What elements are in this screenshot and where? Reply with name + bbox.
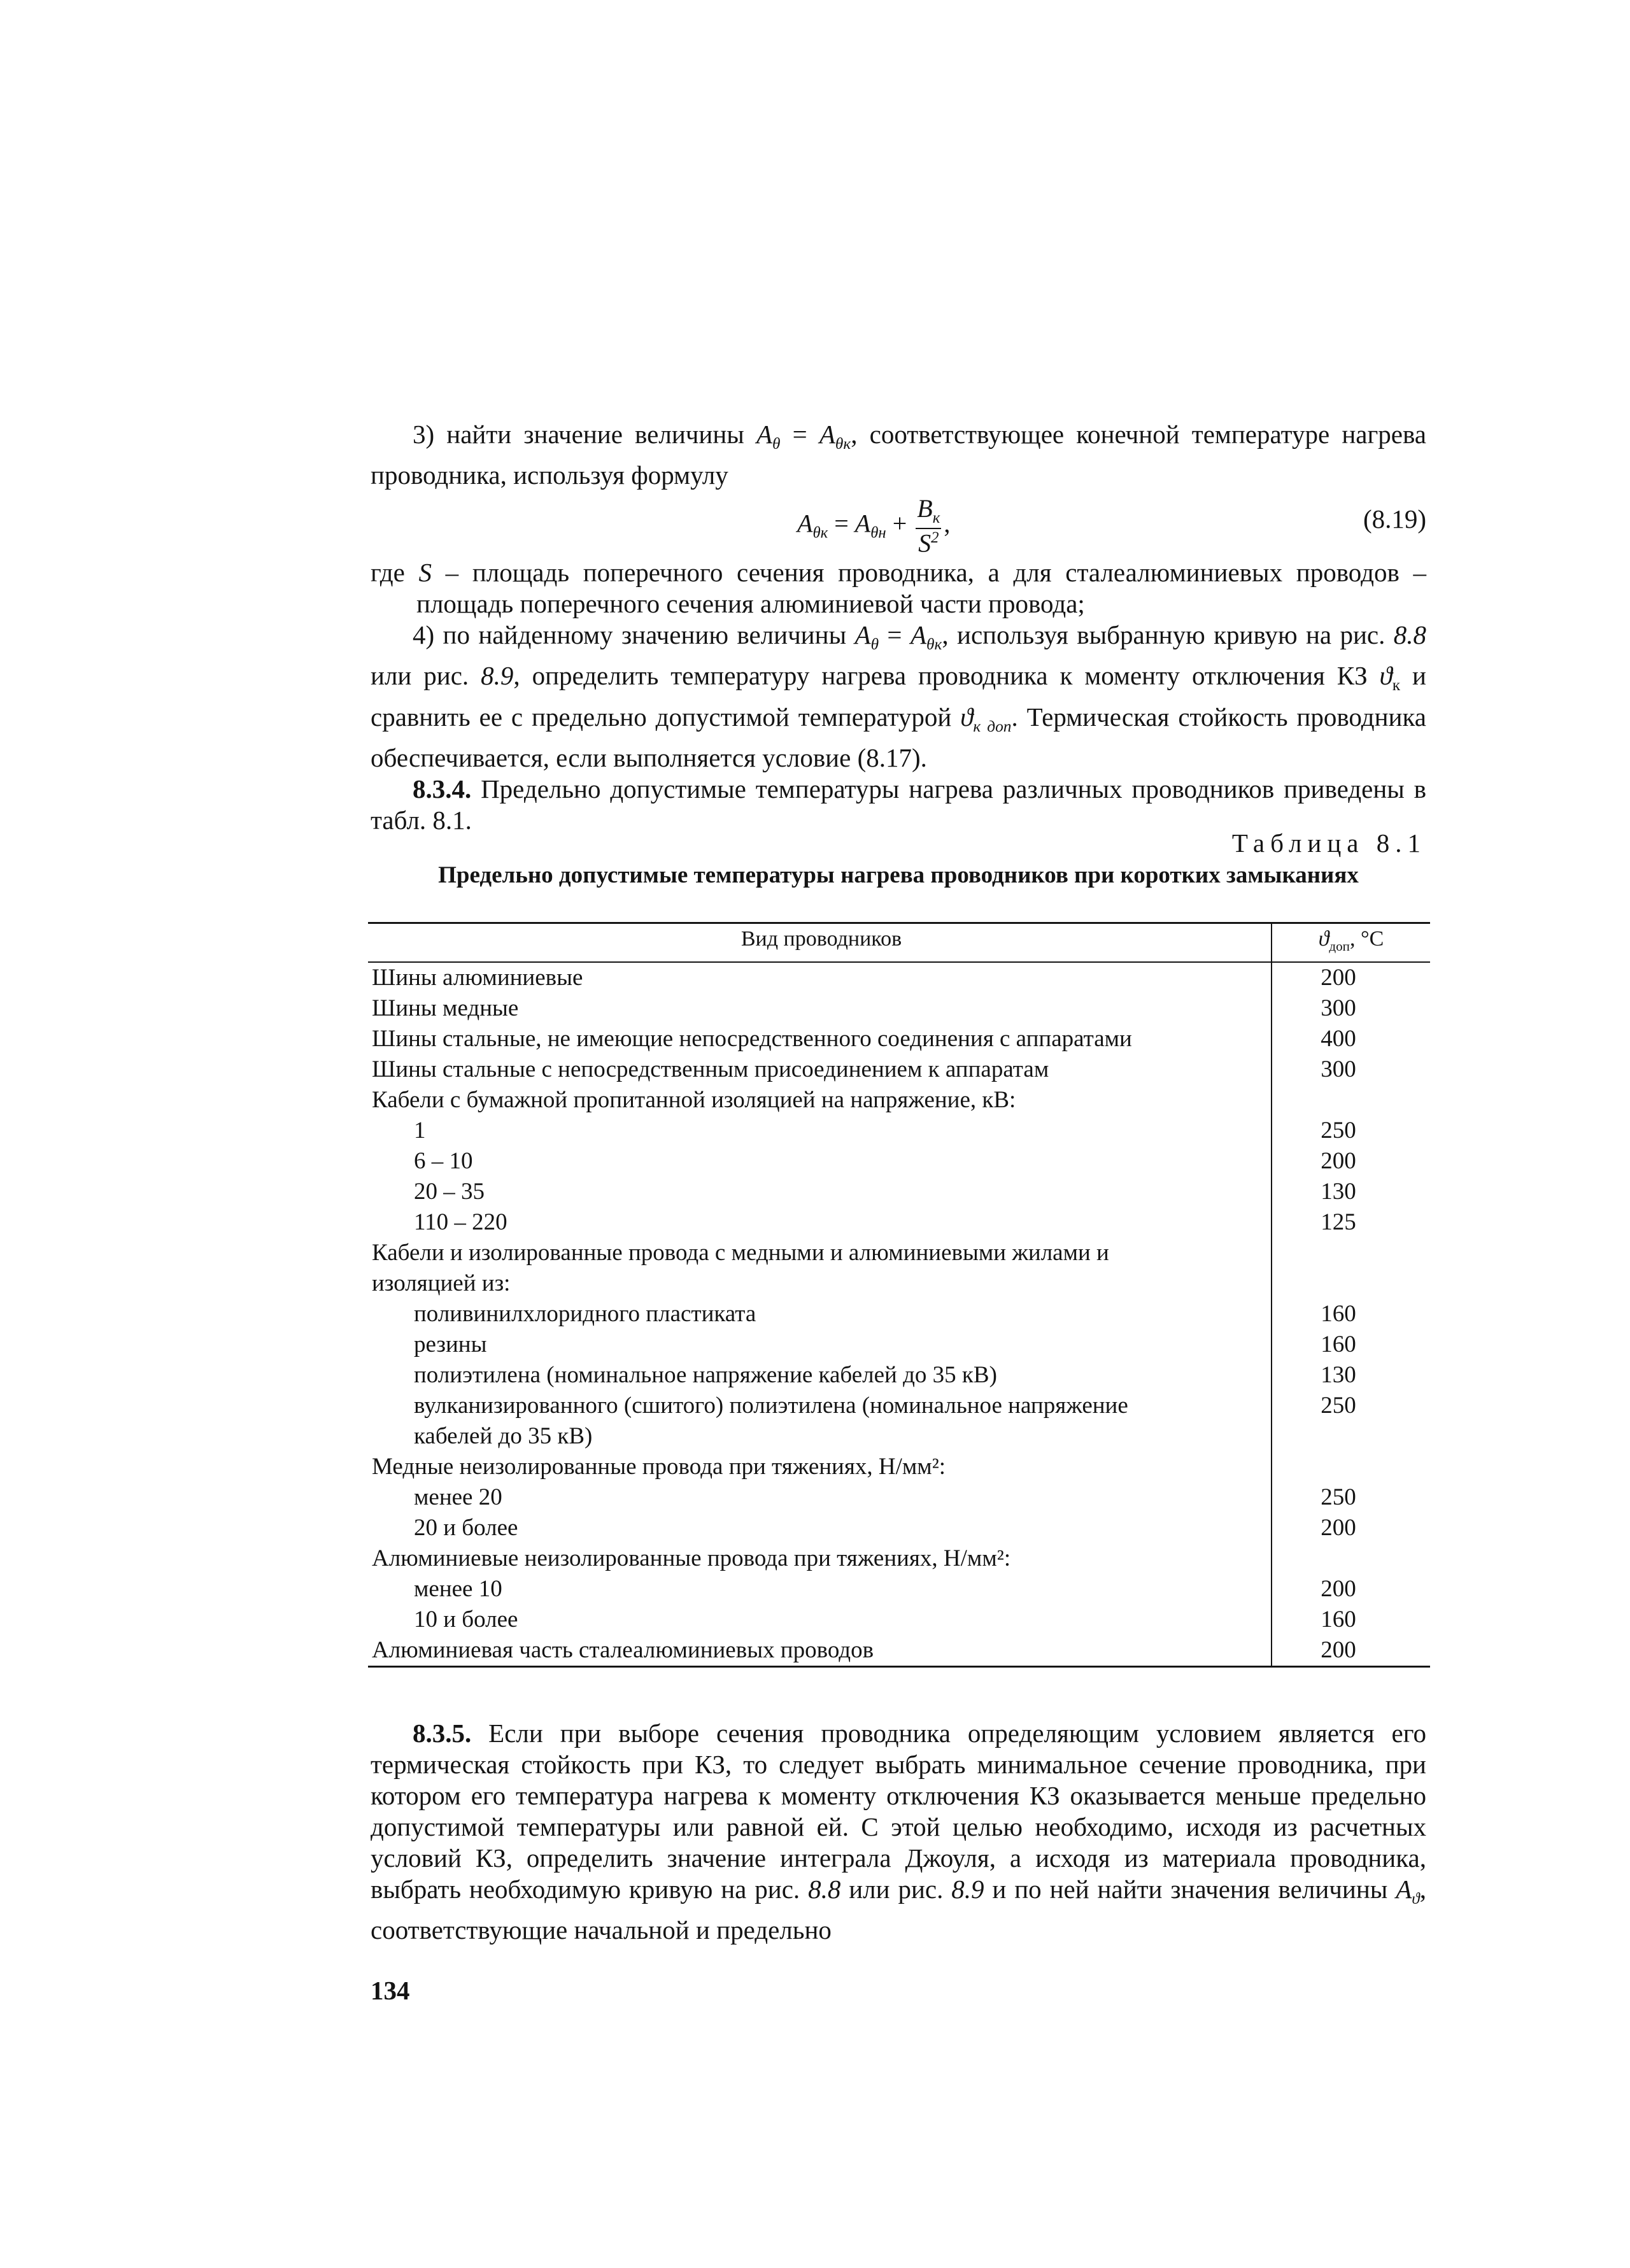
conductor-type-cell: менее 10 (368, 1574, 1272, 1605)
conductor-type-cell: Алюминиевая часть сталеалюминиевых проводов (368, 1635, 1272, 1666)
allowed-temp-cell (1272, 1238, 1430, 1268)
equation-number: (8.19) (1363, 504, 1426, 534)
table-row (368, 1574, 1430, 1605)
allowed-temp-cell: 300 (1321, 995, 1356, 1021)
allowed-temp-cell: 200 (1321, 964, 1356, 991)
table-row (368, 1177, 1430, 1207)
upper-text-block (371, 419, 1426, 836)
table-title: Предельно допустимые температуры нагрева проводников при коротких замыканиях (438, 862, 1359, 888)
conductor-type-cell: 20 и более (368, 1513, 1272, 1543)
paragraph-where: где S – площадь поперечного сечения проводника, а для сталеалюминиевых проводов – площадь поперечного сечения алюминиевой части провода; (371, 558, 1426, 619)
table-row (368, 1054, 1430, 1085)
conductor-type-cell: Медные неизолированные провода при тяжениях, Н/мм²: (368, 1452, 1272, 1482)
table-row (368, 1605, 1430, 1635)
allowed-temp-cell (1272, 1543, 1430, 1574)
table-row (368, 1268, 1430, 1299)
allowed-temp-cell (1272, 1421, 1430, 1452)
allowed-temp-cell: 130 (1321, 1361, 1356, 1388)
lower-text-block (371, 1718, 1426, 1946)
table-row (368, 1238, 1430, 1268)
conductor-type-cell: 10 и более (368, 1605, 1272, 1635)
allowed-temp-cell: 130 (1321, 1178, 1356, 1205)
conductor-type-cell: кабелей до 35 кВ) (368, 1421, 1272, 1452)
allowed-temp-cell: 400 (1321, 1025, 1356, 1052)
table-caption (371, 828, 1426, 891)
conductor-type-cell: 1 (368, 1116, 1272, 1146)
conductor-type-cell: вулканизированного (сшитого) полиэтилена (номинальное напряжение (368, 1391, 1272, 1421)
conductor-type-cell: Кабели с бумажной пропитанной изоляцией на напряжение, кВ: (368, 1085, 1272, 1116)
header-allowed-temp: $ϑ_{доп}$, °С (1318, 927, 1384, 954)
formula-expression: $A_{\theta к} = A_{\theta н}$ + $\frac{B_к}{S^2}$ , (797, 494, 951, 558)
table-row (368, 1360, 1430, 1391)
allowed-temp-cell: 300 (1321, 1056, 1356, 1082)
temperature-table (368, 922, 1430, 1668)
conductor-type-cell: Шины алюминиевые (368, 963, 1272, 993)
conductor-type-cell: изоляцией из: (368, 1268, 1272, 1299)
allowed-temp-cell: 250 (1321, 1392, 1356, 1419)
formula-8-19 (371, 491, 1426, 557)
table-row (368, 1329, 1430, 1360)
table-row (368, 1482, 1430, 1513)
allowed-temp-cell (1272, 1268, 1430, 1299)
table-body (368, 963, 1430, 1666)
allowed-temp-cell: 200 (1321, 1575, 1356, 1602)
allowed-temp-cell: 125 (1321, 1208, 1356, 1235)
table-row (368, 1513, 1430, 1543)
table-row (368, 1116, 1430, 1146)
header-conductor-type: Вид проводников (368, 924, 1272, 961)
allowed-temp-cell: 160 (1321, 1331, 1356, 1357)
conductor-type-cell: Шины стальные, не имеющие непосредственного соединения с аппаратами (368, 1024, 1272, 1054)
table-row (368, 1207, 1430, 1238)
formula-fraction: $\frac{B_к}{S^2}$ (917, 494, 940, 558)
conductor-type-cell: менее 20 (368, 1482, 1272, 1513)
conductor-type-cell: поливинилхлоридного пластиката (368, 1299, 1272, 1329)
table-row (368, 1299, 1430, 1329)
table-row (368, 1391, 1430, 1421)
page-number: 134 (371, 1976, 410, 2005)
table-label: Таблица 8.1 (1231, 828, 1426, 858)
conductor-type-cell: 110 – 220 (368, 1207, 1272, 1238)
allowed-temp-cell: 200 (1321, 1636, 1356, 1663)
allowed-temp-cell: 160 (1321, 1606, 1356, 1633)
conductor-type-cell: Кабели и изолированные провода с медными и алюминиевыми жилами и (368, 1238, 1272, 1268)
conductor-type-cell: 20 – 35 (368, 1177, 1272, 1207)
conductor-type-cell: 6 – 10 (368, 1146, 1272, 1177)
conductor-type-cell: Шины медные (368, 993, 1272, 1024)
allowed-temp-cell: 250 (1321, 1484, 1356, 1510)
table-row (368, 993, 1430, 1024)
allowed-temp-cell (1272, 1085, 1430, 1116)
table-header-row (368, 924, 1430, 963)
conductor-type-cell: резины (368, 1329, 1272, 1360)
table-row (368, 1146, 1430, 1177)
allowed-temp-cell: 160 (1321, 1300, 1356, 1327)
table-row (368, 1635, 1430, 1666)
paragraph-8-3-5: 8.3.5. Если при выборе сечения проводника определяющим условием является его термическая стойкость при КЗ, то следует выбрать минимальное сечение проводника, при котором его температура нагрева к моменту отключения КЗ оказывается меньше предельно допустимой температуры или равной ей. С этой целью необходимо, исходя из расчетных условий КЗ, определить значение интеграла Джоуля, а исходя из материала проводника, выбрать необходимую кривую на рис. 8.8 или рис. 8.9 и по ней найти значения величины $A_ϑ$, соответствующие начальной и предельно (371, 1719, 1426, 1945)
paragraph-step-4: 4) по найденному значению величины $A_\theta = A_{\theta к}$, используя выбранную кривую на рис. 8.8 или рис. 8.9, определить температуру нагрева проводника к моменту отключения КЗ $ϑ_к$ и сравнить ее с предельно допустимой температурой $ϑ_{к доп}$. Термическая стойкость проводника обеспечивается, если выполняется условие (8.17). (371, 620, 1427, 772)
allowed-temp-cell: 250 (1321, 1117, 1356, 1144)
table-row (368, 1024, 1430, 1054)
paragraph-step-3: 3) найти значение величины $A_\theta = A_{\theta к}$, соответствующее конечной температуре нагрева проводника, используя формулу (371, 420, 1427, 490)
table-row (368, 1085, 1430, 1116)
paragraph-8-3-4: 8.3.4. Предельно допустимые температуры нагрева различных проводников приведены в табл. 8.1. (371, 774, 1426, 835)
conductor-type-cell: Шины стальные с непосредственным присоединением к аппаратам (368, 1054, 1272, 1085)
conductor-type-cell: полиэтилена (номинальное напряжение кабелей до 35 кВ) (368, 1360, 1272, 1391)
table-row (368, 1452, 1430, 1482)
table-row (368, 1543, 1430, 1574)
conductor-type-cell: Алюминиевые неизолированные провода при тяжениях, Н/мм²: (368, 1543, 1272, 1574)
allowed-temp-cell: 200 (1321, 1514, 1356, 1541)
allowed-temp-cell: 200 (1321, 1147, 1356, 1174)
table-row (368, 963, 1430, 993)
table-row (368, 1421, 1430, 1452)
allowed-temp-cell (1272, 1452, 1430, 1482)
